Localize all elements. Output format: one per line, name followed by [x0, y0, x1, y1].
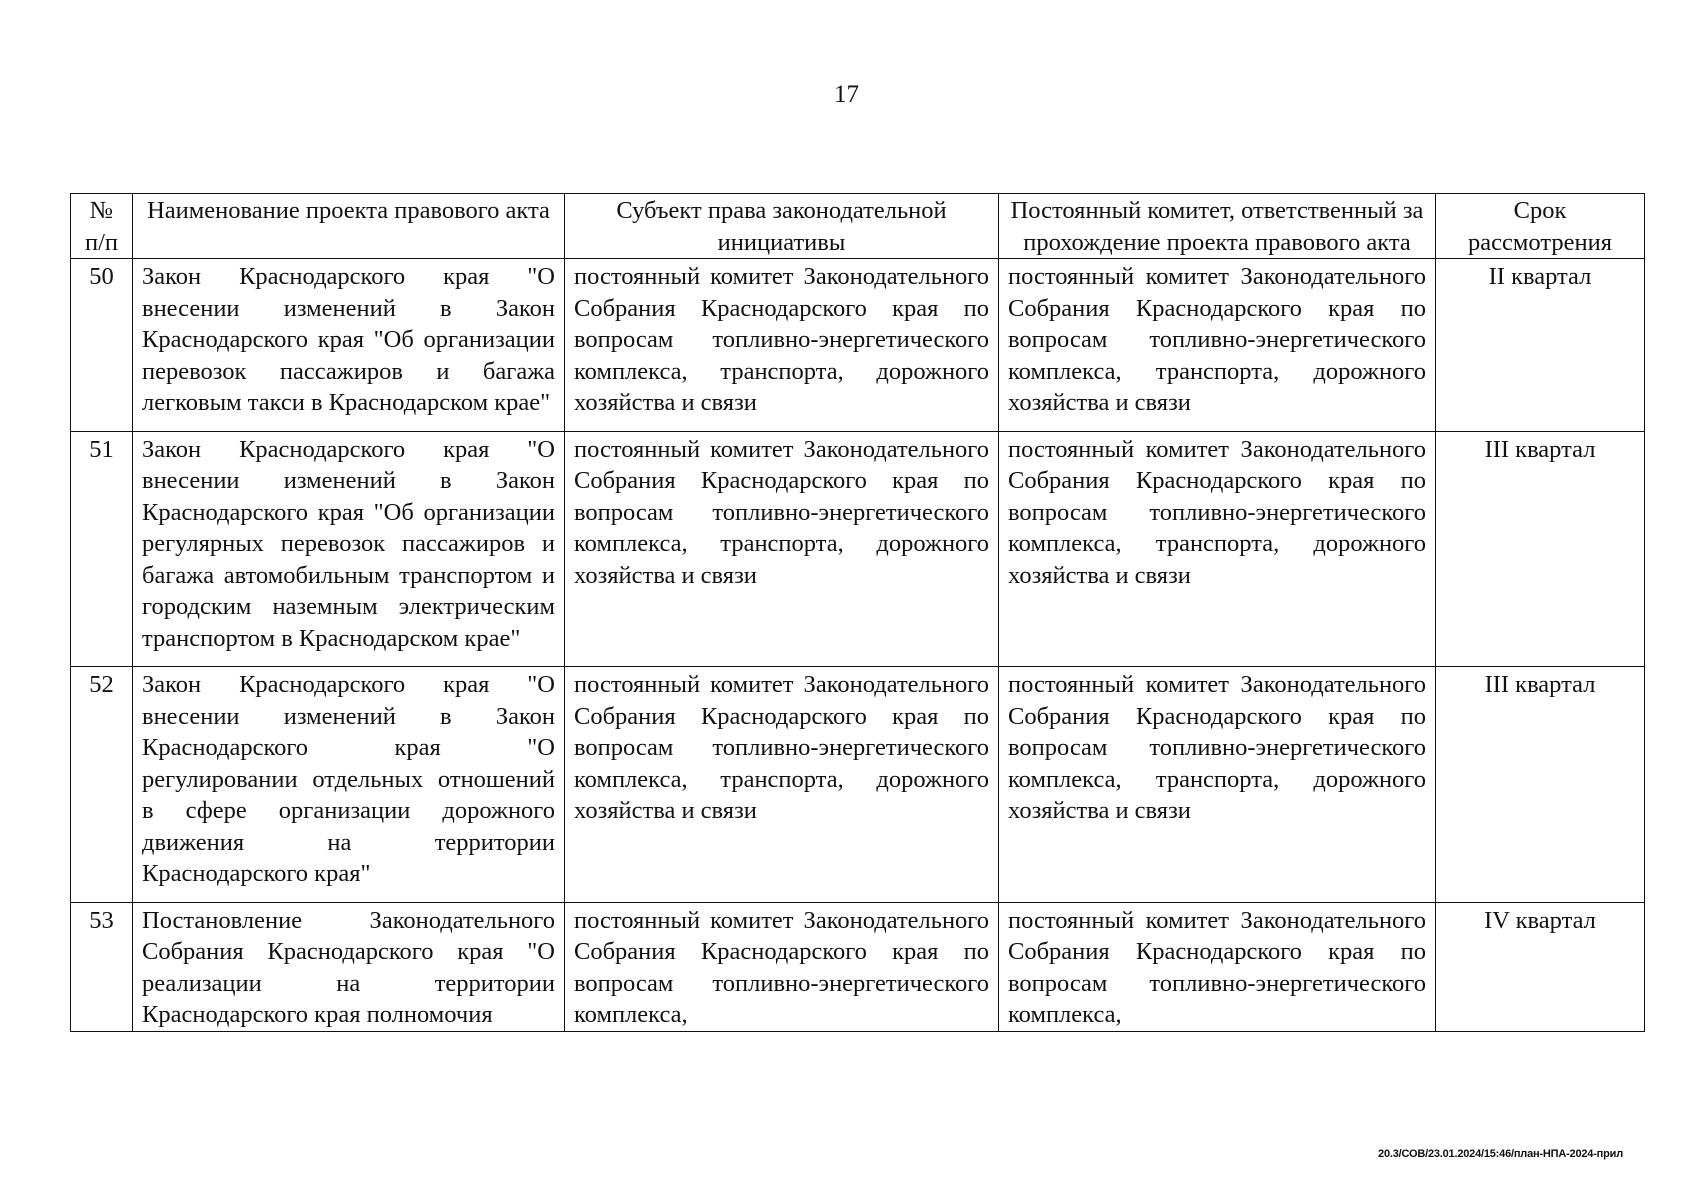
- project-name: Постановление Законодательного Собрания Краснодарского края "О реализации на территории Краснодарского края полномочия: [133, 902, 565, 1031]
- responsible-committee: постоянный комитет Законодательного Собрания Краснодарского края по вопросам топливно-энергетического комплекса, транспорта, дорожного хозяйства и связи: [999, 431, 1436, 667]
- page-number: 17: [834, 81, 859, 108]
- header-project-name: Наименование проекта правового акта: [133, 194, 565, 259]
- responsible-committee: постоянный комитет Законодательного Собрания Краснодарского края по вопросам топливно-энергетического комплекса,: [999, 902, 1436, 1031]
- row-number: 53: [71, 902, 133, 1031]
- responsible-committee: постоянный комитет Законодательного Собрания Краснодарского края по вопросам топливно-энергетического комплекса, транспорта, дорожного хозяйства и связи: [999, 667, 1436, 903]
- project-name: Закон Краснодарского края "О внесении изменений в Закон Краснодарского края "Об организации регулярных перевозок пассажиров и багажа автомобильным транспортом и городским наземным электрическим транспортом в Краснодарском крае": [133, 431, 565, 667]
- review-term: III квартал: [1436, 431, 1645, 667]
- table-row: [71, 259, 1645, 432]
- initiative-subject: постоянный комитет Законодательного Собрания Краснодарского края по вопросам топливно-энергетического комплекса, транспорта, дорожного хозяйства и связи: [565, 431, 999, 667]
- project-name: Закон Краснодарского края "О внесении изменений в Закон Краснодарского края "О регулировании отдельных отношений в сфере организации дорожного движения на территории Краснодарского края": [133, 667, 565, 903]
- table-row: [71, 667, 1645, 903]
- table-row: [71, 431, 1645, 667]
- initiative-subject: постоянный комитет Законодательного Собрания Краснодарского края по вопросам топливно-энергетического комплекса, транспорта, дорожного хозяйства и связи: [565, 259, 999, 432]
- table-header-row: [71, 194, 1645, 259]
- review-term: III квартал: [1436, 667, 1645, 903]
- header-number: № п/п: [71, 194, 133, 259]
- header-initiative-subject: Субъект права законодательной инициативы: [565, 194, 999, 259]
- header-review-term: Срок рассмотрения: [1436, 194, 1645, 259]
- row-number: 52: [71, 667, 133, 903]
- row-number: 51: [71, 431, 133, 667]
- review-term: II квартал: [1436, 259, 1645, 432]
- responsible-committee: постоянный комитет Законодательного Собрания Краснодарского края по вопросам топливно-энергетического комплекса, транспорта, дорожного хозяйства и связи: [999, 259, 1436, 432]
- initiative-subject: постоянный комитет Законодательного Собрания Краснодарского края по вопросам топливно-энергетического комплекса, транспорта, дорожного хозяйства и связи: [565, 667, 999, 903]
- table-row: [71, 902, 1645, 1031]
- project-name: Закон Краснодарского края "О внесении изменений в Закон Краснодарского края "Об организации перевозок пассажиров и багажа легковым такси в Краснодарском крае": [133, 259, 565, 432]
- row-number: 50: [71, 259, 133, 432]
- header-responsible-committee: Постоянный комитет, ответственный за прохождение проекта правового акта: [999, 194, 1436, 259]
- document-code-footer: 20.3/СОВ/23.01.2024/15:46/план-НПА-2024-прил: [1378, 1148, 1623, 1160]
- review-term: IV квартал: [1436, 902, 1645, 1031]
- initiative-subject: постоянный комитет Законодательного Собрания Краснодарского края по вопросам топливно-энергетического комплекса,: [565, 902, 999, 1031]
- legislative-plan-table: [70, 193, 1645, 1032]
